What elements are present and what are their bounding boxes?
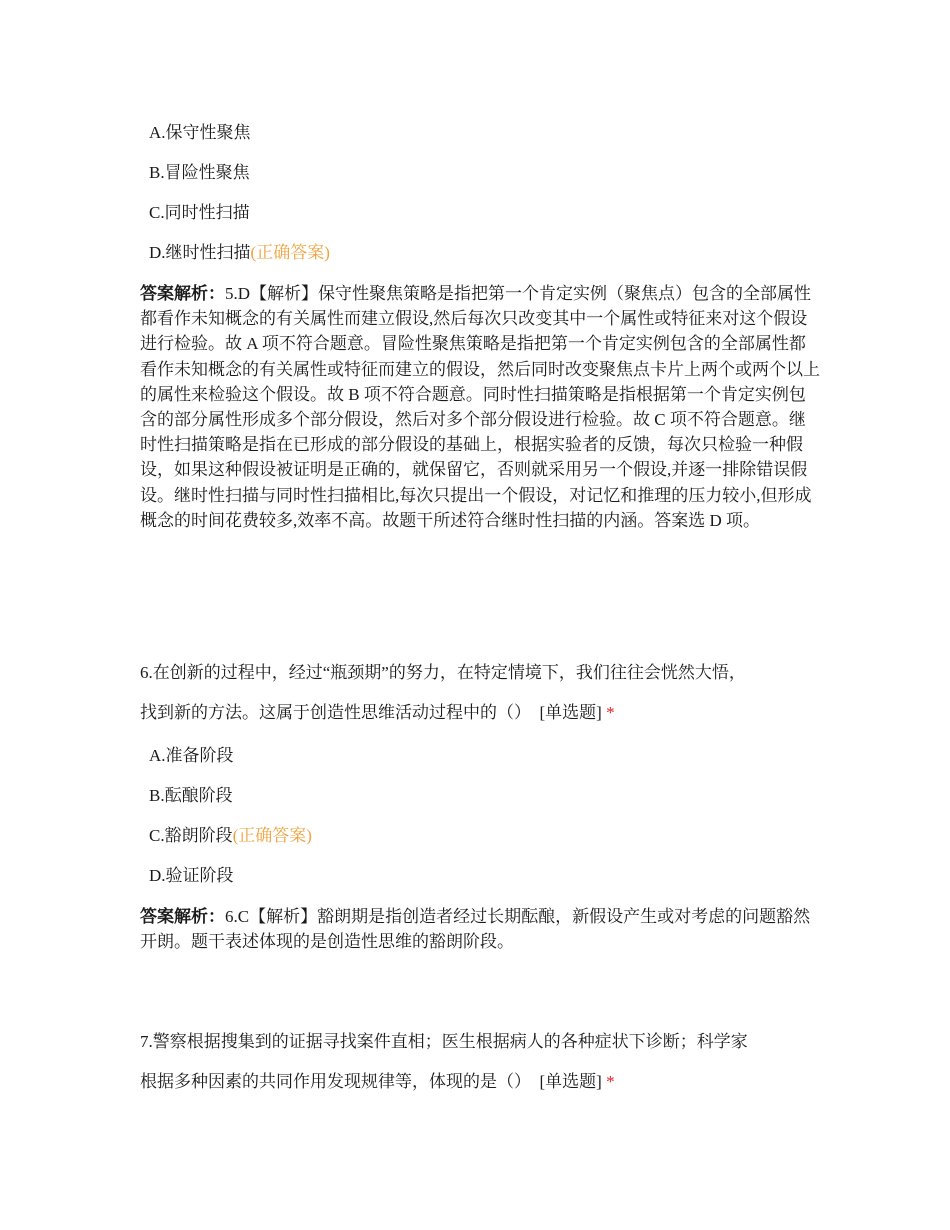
q6-analysis-text: 6.C【解析】豁朗期是指创造者经过长期酝酿，新假设产生或对考虑的问题豁然开朗。题干表述体现的是创造性思维的豁朗阶段。: [140, 907, 811, 952]
q6-option-a[interactable]: [149, 744, 234, 768]
q7-type-tag: [单选题]: [539, 1072, 602, 1091]
q5-option-d[interactable]: [149, 241, 330, 265]
q7-question-line2-wrap: [140, 1062, 820, 1102]
q6-question: [140, 653, 820, 733]
q5-analysis: [140, 281, 820, 533]
q6-question-line2: 找到新的方法。这属于创造性思维活动过程中的（）: [140, 703, 531, 722]
q6-option-d[interactable]: [149, 864, 234, 888]
q7-question-line2: 根据多种因素的共同作用发现规律等，体现的是（）: [140, 1072, 531, 1091]
q6-option-c-label: C.豁朗阶段: [149, 826, 233, 845]
q6-required-marker: *: [606, 703, 615, 722]
q5-option-d-label: D.继时性扫描: [149, 243, 251, 262]
q5-option-c[interactable]: [149, 201, 250, 225]
q5-option-a-label: A.保守性聚焦: [149, 123, 251, 142]
q5-option-a[interactable]: [149, 121, 251, 145]
q5-correct-answer-tag: (正确答案): [250, 243, 330, 262]
q6-option-c[interactable]: [149, 824, 312, 848]
q5-option-c-label: C.同时性扫描: [149, 203, 250, 222]
q6-analysis-label: 答案解析：: [140, 907, 225, 926]
q6-option-b-label: B.酝酿阶段: [149, 786, 233, 805]
q5-option-b-label: B.冒险性聚焦: [149, 163, 250, 182]
q7-question-line1: 7.警察根据搜集到的证据寻找案件直相；医生根据病人的各种症状下诊断；科学家: [140, 1032, 748, 1051]
q6-question-line1: 6.在创新的过程中，经过“瓶颈期”的努力，在特定情境下，我们往往会恍然大悟，: [140, 663, 746, 682]
q6-analysis: [140, 904, 820, 954]
q6-option-b[interactable]: [149, 784, 233, 808]
q6-option-d-label: D.验证阶段: [149, 866, 234, 885]
q6-question-line2-wrap: [140, 693, 820, 733]
q7-required-marker: *: [606, 1072, 615, 1091]
q6-correct-answer-tag: (正确答案): [232, 826, 312, 845]
q5-analysis-label: 答案解析：: [140, 284, 225, 303]
q6-option-a-label: A.准备阶段: [149, 746, 234, 765]
q7-question: [140, 1022, 820, 1102]
q5-analysis-text: 5.D【解析】保守性聚焦策略是指把第一个肯定实例（聚焦点）包含的全部属性都看作未知概念的有关属性而建立假设,然后每次只改变其中一个属性或特征来对这个假设进行检验。故 A 项不符合题意。冒险性聚焦策略是指把第一个肯定实例包含的全部属性都看作未知概念的有关属性或特征而建立的假设，然后同时改变聚焦点卡片上两个或两个以上的属性来检验这个假设。故 B 项不符合题意。同时性扫描策略是指根据第一个肯定实例包含的部分属性形成多个部分假设，然后对多个部分假设进行检验。故 C 项不符合题意。继时性扫描策略是指在已形成的部分假设的基础上，根据实验者的反馈，每次只检验一种假设，如果这种假设被证明是正确的，就保留它，否则就采用另一个假设,并逐一排除错误假设。继时性扫描与同时性扫描相比,每次只提出一个假设，对记忆和推理的压力较小,但形成概念的时间花费较多,效率不高。故题干所述符合继时性扫描的内涵。答案选 D 项。: [140, 284, 820, 530]
q5-option-b[interactable]: [149, 161, 250, 185]
q6-type-tag: [单选题]: [539, 703, 602, 722]
